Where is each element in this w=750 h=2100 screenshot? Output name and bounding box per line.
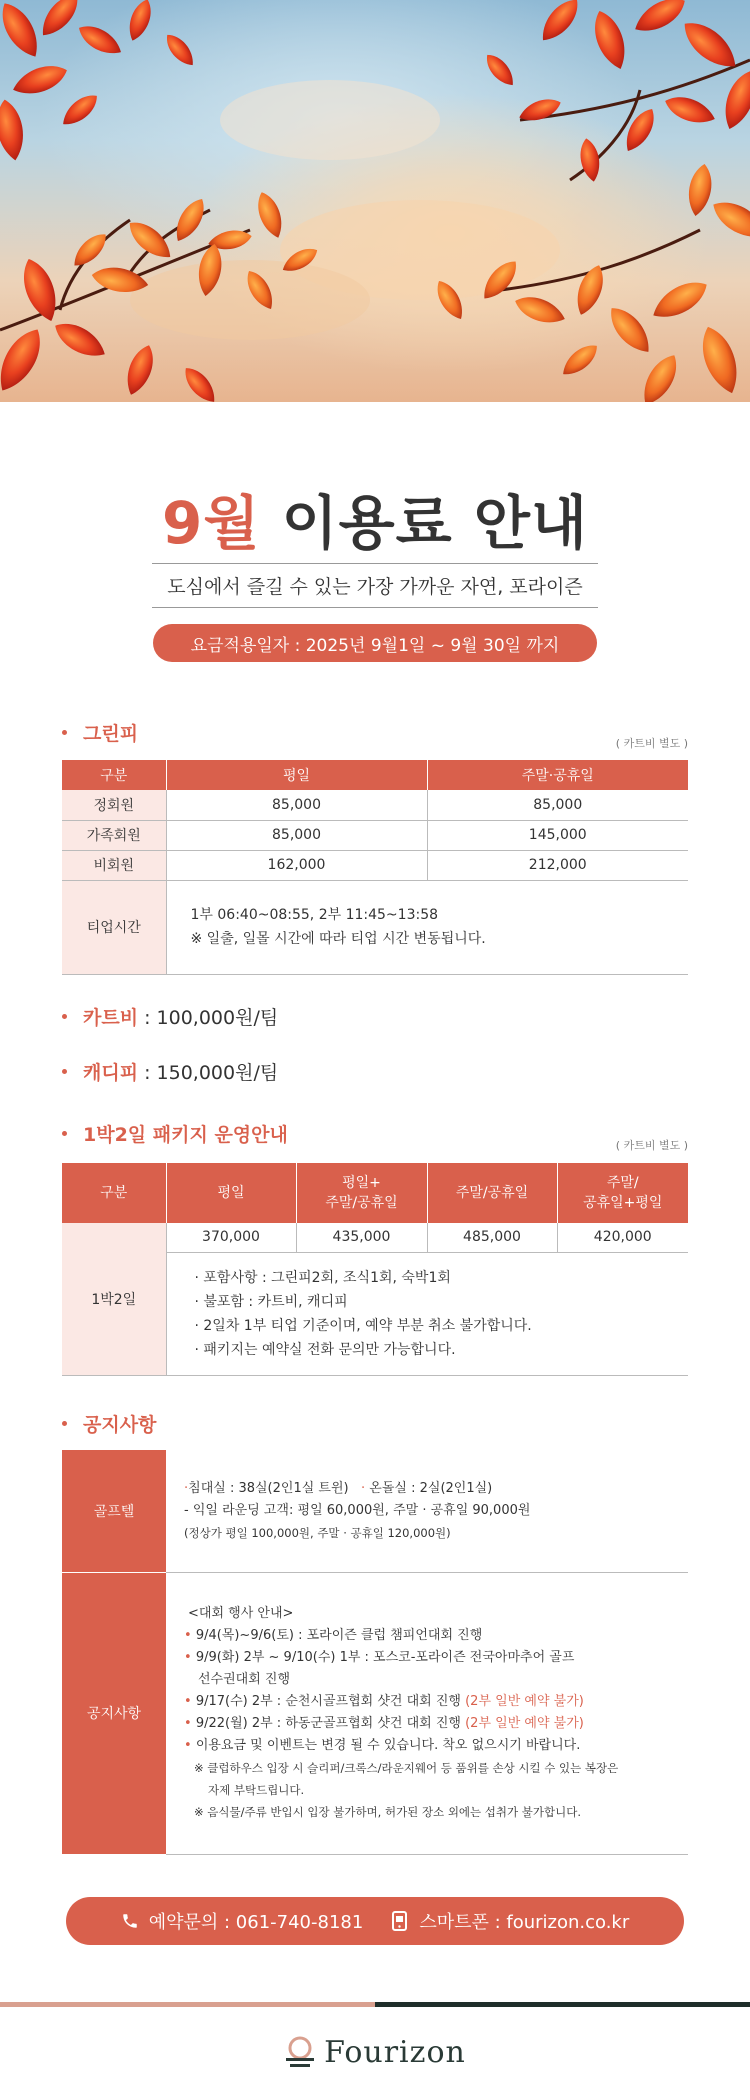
bullet-dot-icon bbox=[62, 1421, 67, 1426]
autumn-leaves-illustration bbox=[0, 0, 750, 402]
golftel-label: 골프텔 bbox=[62, 1450, 166, 1572]
web-contact-label: 스마트폰 : fourizon.co.kr bbox=[419, 1912, 630, 1933]
golftel-rooms: ·침대실 : 38실(2인1실 트윈) · 온돌실 : 2실(2인1실) bbox=[184, 1480, 493, 1496]
dress-code-warning: ※ 클럽하우스 입장 시 슬리퍼/크록스/라운지웨어 등 품위를 손상 시킬 수 있는 복장은 bbox=[194, 1761, 619, 1775]
caddie-fee-line: 캐디피 : 150,000원/팀 bbox=[62, 1058, 278, 1085]
table-header-row bbox=[62, 760, 688, 790]
golftel-regular-rate: (정상가 평일 100,000원, 주말 · 공휴일 120,000원) bbox=[184, 1525, 451, 1540]
event-item: • 9/4(목)~9/6(토) : 포라이즌 클럽 챔피언대회 진행 bbox=[184, 1628, 483, 1643]
header-weekend-weekday: 주말/ 공휴일+평일 bbox=[557, 1163, 688, 1223]
logo-wordmark: Fourizon bbox=[324, 2034, 466, 2070]
package-price: 435,000 bbox=[296, 1223, 427, 1252]
package-table bbox=[62, 1163, 688, 1376]
package-details bbox=[166, 1252, 688, 1375]
weekend-price: 85,000 bbox=[427, 790, 688, 820]
row-label: 비회원 bbox=[62, 850, 166, 880]
bullet-dot-icon bbox=[62, 1014, 67, 1019]
sunrise-logo-icon bbox=[284, 2034, 316, 2070]
event-item: • 이용요금 및 이벤트는 변경 될 수 있습니다. 착오 없으시기 바랍니다. bbox=[184, 1738, 581, 1753]
row-label: 정회원 bbox=[62, 790, 166, 820]
tee-time-row bbox=[62, 880, 688, 974]
header-category: 구분 bbox=[62, 1163, 166, 1223]
event-intro: <대회 행사 안내> bbox=[188, 1606, 294, 1621]
header-weekend: 주말/공휴일 bbox=[427, 1163, 557, 1223]
title-rest: 이용료 안내 bbox=[260, 489, 588, 557]
tee-time-notice: ※ 일출, 일몰 시간에 따라 티업 시간 변동됩니다. bbox=[190, 931, 486, 947]
green-fee-heading: 그린피 bbox=[62, 719, 138, 746]
table-row bbox=[62, 1223, 688, 1252]
green-fee-table bbox=[62, 760, 688, 975]
weekend-price: 212,000 bbox=[427, 850, 688, 880]
package-detail-line: · 2일차 1부 티업 기준이며, 예약 부분 취소 불가합니다. bbox=[194, 1317, 532, 1334]
food-warning: ※ 음식물/주류 반입시 입장 불가하며, 허가된 장소 외에는 섭취가 불가합니다. bbox=[194, 1805, 581, 1819]
notices-label: 공지사항 bbox=[62, 1572, 166, 1854]
phone-icon bbox=[121, 1912, 139, 1930]
header-category: 구분 bbox=[62, 760, 166, 790]
dress-code-warning-continued: 자제 부탁드립니다. bbox=[208, 1783, 305, 1797]
header-weekday: 평일 bbox=[166, 1163, 296, 1223]
notice-table bbox=[62, 1450, 688, 1855]
notice-heading: 공지사항 bbox=[62, 1410, 156, 1437]
bullet-dot-icon bbox=[62, 1131, 67, 1136]
golftel-info bbox=[166, 1450, 688, 1572]
footer-divider bbox=[0, 2002, 750, 2007]
row-label: 가족회원 bbox=[62, 820, 166, 850]
notices-info bbox=[166, 1572, 688, 1854]
header-weekend: 주말·공휴일 bbox=[427, 760, 688, 790]
header-weekday: 평일 bbox=[166, 760, 427, 790]
weekday-price: 85,000 bbox=[166, 790, 427, 820]
tee-time-info bbox=[166, 880, 688, 974]
bullet-dot-icon bbox=[62, 730, 67, 735]
package-detail-line: · 포함사항 : 그린피2회, 조식1회, 숙박1회 bbox=[194, 1269, 451, 1286]
table-row bbox=[62, 790, 688, 820]
web-contact[interactable] bbox=[391, 1908, 629, 1934]
hero-autumn-leaves-image bbox=[0, 0, 750, 402]
cart-fee-line: 카트비 : 100,000원/팀 bbox=[62, 1003, 278, 1030]
weekday-price: 162,000 bbox=[166, 850, 427, 880]
header-weekday-weekend: 평일+ 주말/공휴일 bbox=[296, 1163, 427, 1223]
phone-contact[interactable] bbox=[121, 1908, 364, 1934]
table-header-row bbox=[62, 1163, 688, 1223]
package-price: 485,000 bbox=[427, 1223, 557, 1252]
smartphone-icon bbox=[391, 1911, 409, 1931]
table-row bbox=[62, 820, 688, 850]
package-price: 370,000 bbox=[166, 1223, 296, 1252]
subtitle: 도심에서 즐길 수 있는 가장 가까운 자연, 포라이즌 bbox=[152, 563, 598, 608]
tee-time-label: 티업시간 bbox=[62, 880, 166, 974]
event-item: • 9/17(수) 2부 : 순천시골프협회 샷건 대회 진행 (2부 일반 예약 불가) bbox=[184, 1694, 584, 1709]
notices-row bbox=[62, 1572, 688, 1854]
package-heading: 1박2일 패키지 운영안내 bbox=[62, 1120, 288, 1147]
title-month: 9월 bbox=[162, 489, 261, 557]
golftel-rate: - 익일 라운딩 고객: 평일 60,000원, 주말 · 공휴일 90,000원 bbox=[184, 1502, 531, 1518]
brand-logo bbox=[0, 2034, 750, 2070]
tee-time-schedule: 1부 06:40~08:55, 2부 11:45~13:58 bbox=[190, 907, 439, 923]
contact-bar bbox=[66, 1897, 684, 1945]
rate-period-badge: 요금적용일자 : 2025년 9월1일 ~ 9월 30일 까지 bbox=[153, 624, 597, 662]
package-detail-line: · 불포함 : 카트비, 캐디피 bbox=[194, 1293, 348, 1310]
page-title bbox=[0, 476, 750, 560]
table-row bbox=[62, 850, 688, 880]
weekday-price: 85,000 bbox=[166, 820, 427, 850]
event-item-continued: 선수권대회 진행 bbox=[198, 1672, 291, 1687]
package-detail-line: · 패키지는 예약실 전화 문의만 가능합니다. bbox=[194, 1341, 456, 1358]
weekend-price: 145,000 bbox=[427, 820, 688, 850]
bullet-dot-icon bbox=[62, 1069, 67, 1074]
golftel-row bbox=[62, 1450, 688, 1572]
event-item: • 9/22(월) 2부 : 하동군골프협회 샷건 대회 진행 (2부 일반 예약 불가) bbox=[184, 1716, 584, 1731]
package-cart-note: ( 카트비 별도 ) bbox=[615, 1139, 688, 1152]
event-item: • 9/9(화) 2부 ~ 9/10(수) 1부 : 포스코-포라이즌 전국아마추어 골프 bbox=[184, 1650, 575, 1665]
green-fee-cart-note: ( 카트비 별도 ) bbox=[615, 737, 688, 750]
phone-contact-label: 예약문의 : 061-740-8181 bbox=[148, 1912, 364, 1933]
row-label: 1박2일 bbox=[62, 1223, 166, 1375]
package-price: 420,000 bbox=[557, 1223, 688, 1252]
